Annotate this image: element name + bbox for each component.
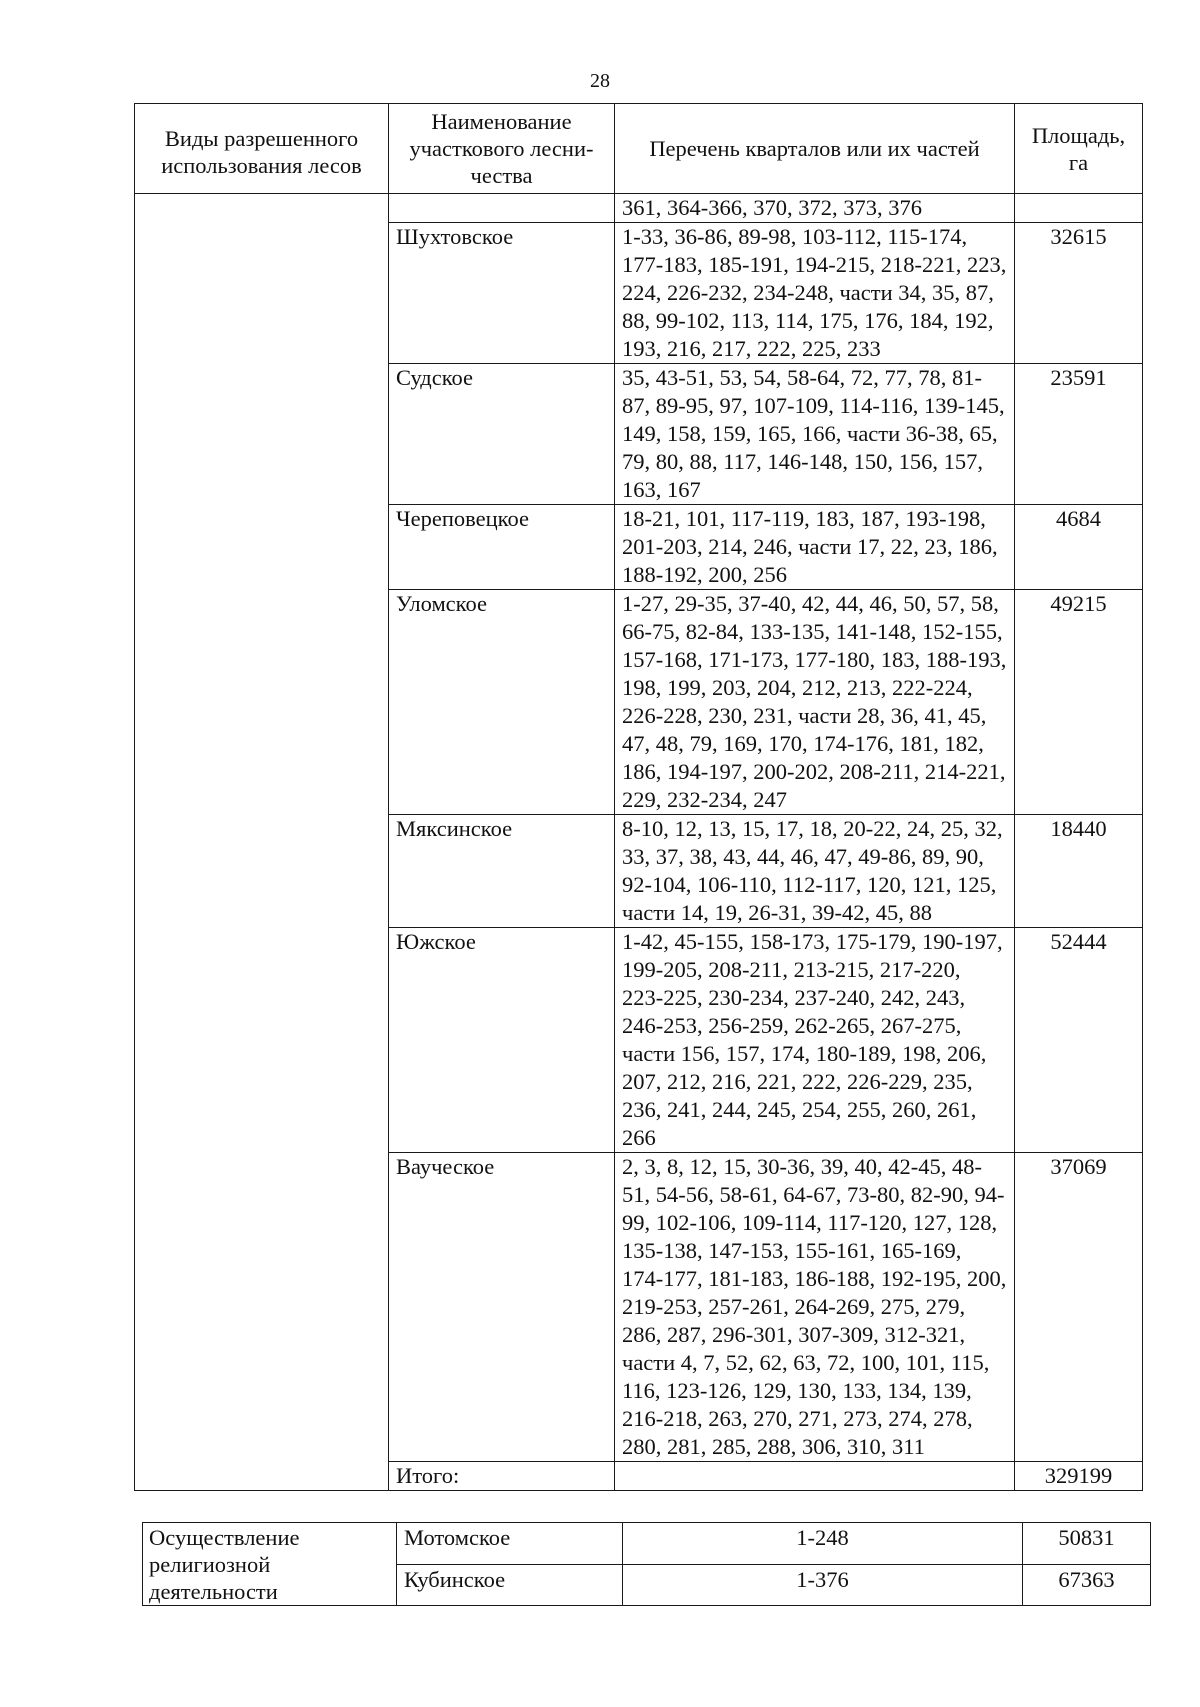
area-value xyxy=(1015,194,1143,223)
header-use-type: Виды разрешенного использования лесов xyxy=(135,104,389,194)
area-value: 23591 xyxy=(1015,364,1143,505)
use-type-cell-empty xyxy=(135,194,389,1491)
area-value: 52444 xyxy=(1015,928,1143,1153)
forestry-name: Череповецкое xyxy=(389,505,615,590)
religious-use-table xyxy=(142,1522,1151,1606)
table-row xyxy=(143,1523,1151,1565)
header-forestry-name: Наименование участкового лесни-чества xyxy=(389,104,615,194)
forest-use-table xyxy=(134,103,1143,1491)
area-value: 18440 xyxy=(1015,815,1143,928)
header-area: Площадь, га xyxy=(1015,104,1143,194)
header-quarters-list: Перечень кварталов или их частей xyxy=(615,104,1015,194)
quarters-list: 361, 364-366, 370, 372, 373, 376 xyxy=(615,194,1015,223)
forestry-name xyxy=(389,194,615,223)
area-value: 37069 xyxy=(1015,1153,1143,1462)
quarters-list: 8-10, 12, 13, 15, 17, 18, 20-22, 24, 25, 32, 33, 37, 38, 43, 44, 46, 47, 49-86, 89, 90, 92-104, 106-110, 112-117, 120, 121, 125, части 14, 19, 26-31, 39-42, 45, 88 xyxy=(615,815,1015,928)
quarters-list: 18-21, 101, 117-119, 183, 187, 193-198, 201-203, 214, 246, части 17, 22, 23, 186, 188-192, 200, 256 xyxy=(615,505,1015,590)
quarters-list xyxy=(615,1462,1015,1491)
forestry-name: Судское xyxy=(389,364,615,505)
quarters-list: 2, 3, 8, 12, 15, 30-36, 39, 40, 42-45, 48-51, 54-56, 58-61, 64-67, 73-80, 82-90, 94-99, 102-106, 109-114, 117-120, 127, 128, 135-138, 147-153, 155-161, 165-169, 174-177, 181-183, 186-188, 192-195, 200, 219-253, 257-261, 264-269, 275, 279, 286, 287, 296-301, 307-309, 312-321, части 4, 7, 52, 62, 63, 72, 100, 101, 115, 116, 123-126, 129, 130, 133, 134, 139, 216-218, 263, 270, 271, 273, 274, 278, 280, 281, 285, 288, 306, 310, 311 xyxy=(615,1153,1015,1462)
forestry-name: Вауческое xyxy=(389,1153,615,1462)
total-label: Итого: xyxy=(389,1462,615,1491)
area-value: 50831 xyxy=(1023,1523,1151,1565)
religious-use-type: Осуществление религиозной деятельности xyxy=(143,1523,397,1606)
forestry-name: Уломское xyxy=(389,590,615,815)
table-row xyxy=(135,194,1143,223)
table-header-row xyxy=(135,104,1143,194)
forestry-name: Кубинское xyxy=(397,1564,623,1606)
quarters-list: 1-33, 36-86, 89-98, 103-112, 115-174, 177-183, 185-191, 194-215, 218-221, 223, 224, 226-232, 234-248, части 34, 35, 87, 88, 99-102, 113, 114, 175, 176, 184, 192, 193, 216, 217, 222, 225, 233 xyxy=(615,223,1015,364)
area-value: 4684 xyxy=(1015,505,1143,590)
forestry-name: Мотомское xyxy=(397,1523,623,1565)
forestry-name: Мяксинское xyxy=(389,815,615,928)
quarters-list: 1-27, 29-35, 37-40, 42, 44, 46, 50, 57, 58, 66-75, 82-84, 133-135, 141-148, 152-155, 157-168, 171-173, 177-180, 183, 188-193, 198, 199, 203, 204, 212, 213, 222-224, 226-228, 230, 231, части 28, 36, 41, 45, 47, 48, 79, 169, 170, 174-176, 181, 182, 186, 194-197, 200-202, 208-211, 214-221, 229, 232-234, 247 xyxy=(615,590,1015,815)
forestry-name: Южское xyxy=(389,928,615,1153)
quarters-list: 1-42, 45-155, 158-173, 175-179, 190-197, 199-205, 208-211, 213-215, 217-220, 223-225, 230-234, 237-240, 242, 243, 246-253, 256-259, 262-265, 267-275, части 156, 157, 174, 180-189, 198, 206, 207, 212, 216, 221, 222, 226-229, 235, 236, 241, 244, 245, 254, 255, 260, 261, 266 xyxy=(615,928,1015,1153)
total-area-value: 329199 xyxy=(1015,1462,1143,1491)
quarters-list: 1-376 xyxy=(623,1564,1023,1606)
area-value: 67363 xyxy=(1023,1564,1151,1606)
quarters-list: 35, 43-51, 53, 54, 58-64, 72, 77, 78, 81-87, 89-95, 97, 107-109, 114-116, 139-145, 149, 158, 159, 165, 166, части 36-38, 65, 79, 80, 88, 117, 146-148, 150, 156, 157, 163, 167 xyxy=(615,364,1015,505)
forestry-name: Шухтовское xyxy=(389,223,615,364)
quarters-list: 1-248 xyxy=(623,1523,1023,1565)
area-value: 49215 xyxy=(1015,590,1143,815)
area-value: 32615 xyxy=(1015,223,1143,364)
page-number: 28 xyxy=(590,70,610,92)
